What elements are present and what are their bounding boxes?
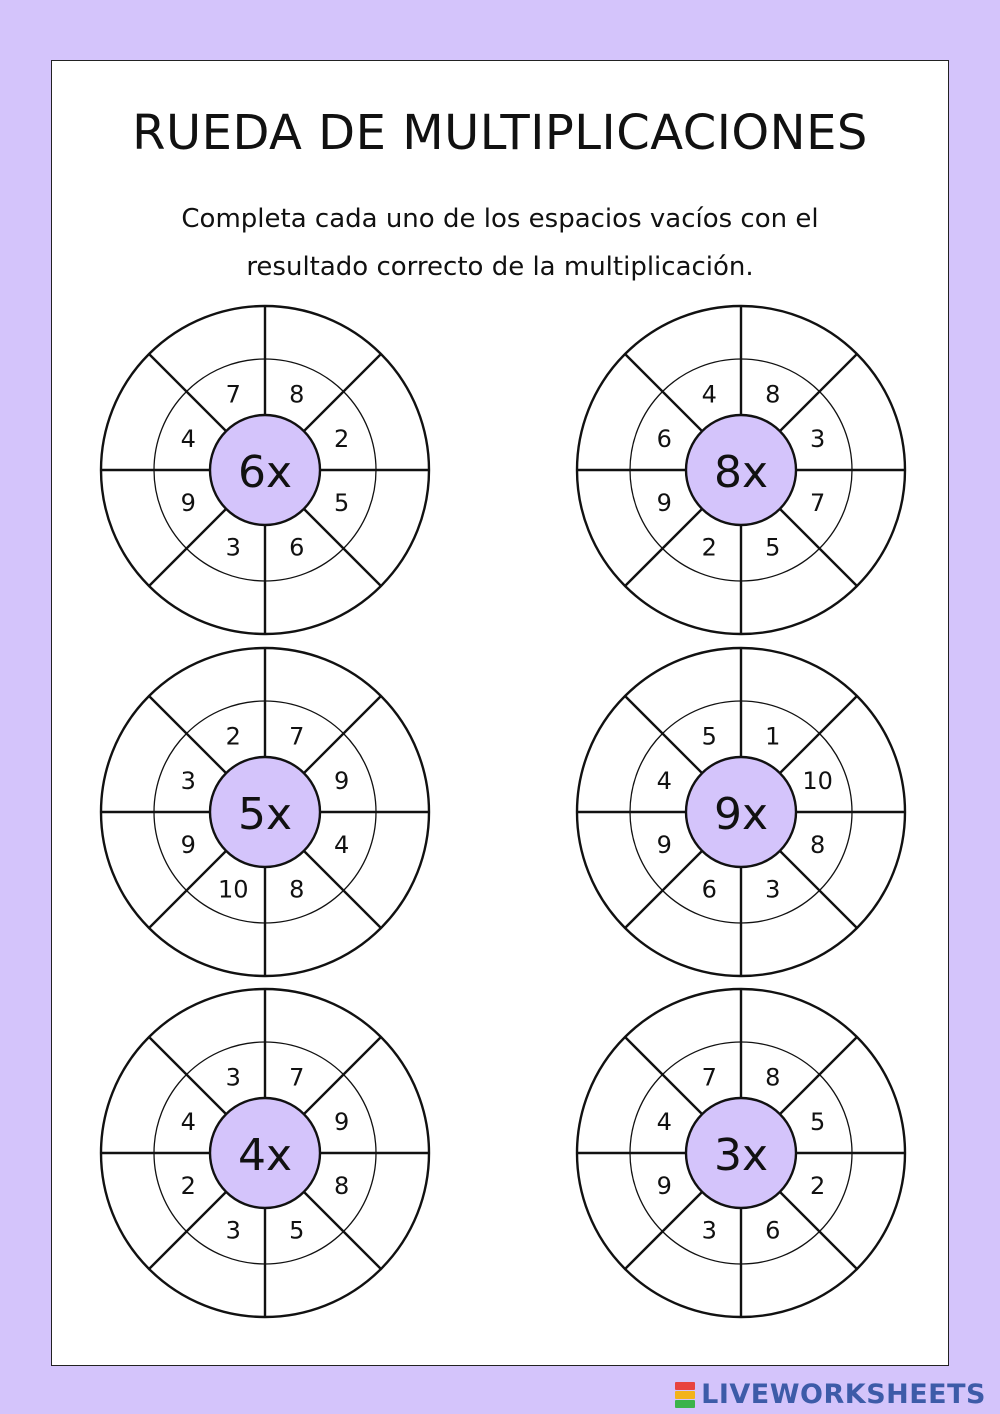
wheel-number: 3 — [225, 1063, 241, 1092]
wheel-number: 7 — [225, 380, 241, 409]
answer-slot[interactable] — [374, 399, 410, 435]
wheel-number: 8 — [810, 830, 826, 859]
wheel-number: 3 — [701, 1216, 717, 1245]
liveworksheets-logo-icon — [675, 1382, 695, 1408]
wheel-number: 4 — [656, 1108, 672, 1137]
answer-slot[interactable] — [194, 325, 230, 361]
answer-slot[interactable] — [596, 1082, 632, 1118]
multiplication-wheel — [577, 989, 905, 1317]
wheel-number: 5 — [334, 488, 350, 517]
wheel-number: 3 — [225, 1216, 241, 1245]
answer-slot[interactable] — [374, 847, 410, 883]
answer-slot[interactable] — [194, 579, 230, 615]
wheel-number: 9 — [334, 1108, 350, 1137]
answer-slot[interactable] — [194, 1262, 230, 1298]
multiplication-wheel — [101, 648, 429, 976]
wheel-number: 6 — [656, 425, 672, 454]
wheel-number: 1 — [765, 722, 781, 751]
wheel-number: 5 — [810, 1108, 826, 1137]
answer-slot[interactable] — [850, 1082, 886, 1118]
wheel-number: 6 — [701, 875, 717, 904]
wheel-number: 6 — [289, 533, 305, 562]
answer-slot[interactable] — [194, 667, 230, 703]
answer-slot[interactable] — [300, 667, 336, 703]
answer-slot[interactable] — [300, 921, 336, 957]
wheel-multiplier: 8x — [713, 447, 769, 498]
multiplication-wheel — [577, 648, 905, 976]
answer-slot[interactable] — [776, 579, 812, 615]
wheel-number: 4 — [701, 380, 717, 409]
wheel-number: 3 — [180, 767, 196, 796]
wheel-number: 4 — [180, 425, 196, 454]
answer-slot[interactable] — [776, 1008, 812, 1044]
wheel-number: 9 — [656, 488, 672, 517]
answer-slot[interactable] — [374, 1188, 410, 1224]
wheel-number: 8 — [765, 1063, 781, 1092]
wheel-number: 8 — [765, 380, 781, 409]
wheel-number: 3 — [765, 875, 781, 904]
wheel-number: 4 — [334, 830, 350, 859]
wheel-number: 9 — [180, 488, 196, 517]
answer-slot[interactable] — [850, 1188, 886, 1224]
answer-slot[interactable] — [670, 325, 706, 361]
wheel-number: 7 — [289, 722, 305, 751]
multiplication-wheel — [101, 306, 429, 634]
instructions-line-1: Completa cada uno de los espacios vacíos con el — [181, 204, 819, 234]
wheel-number: 5 — [765, 533, 781, 562]
answer-slot[interactable] — [596, 741, 632, 777]
wheel-number: 5 — [701, 722, 717, 751]
wheel-number: 2 — [701, 533, 717, 562]
brand-name: LIVEWORKSHEETS — [701, 1379, 986, 1410]
liveworksheets-brand — [675, 1379, 986, 1410]
answer-slot[interactable] — [776, 1262, 812, 1298]
wheel-multiplier: 9x — [713, 789, 769, 840]
wheel-number: 9 — [656, 830, 672, 859]
answer-slot[interactable] — [120, 1082, 156, 1118]
multiplication-wheel — [577, 306, 905, 634]
wheel-number: 7 — [810, 488, 826, 517]
wheel-number: 5 — [289, 1216, 305, 1245]
wheel-multiplier: 6x — [237, 447, 293, 498]
answer-slot[interactable] — [120, 741, 156, 777]
wheel-number: 3 — [810, 425, 826, 454]
wheel-number: 4 — [180, 1108, 196, 1137]
answer-slot[interactable] — [374, 1082, 410, 1118]
wheel-number: 8 — [289, 380, 305, 409]
answer-slot[interactable] — [374, 741, 410, 777]
wheel-number: 10 — [802, 767, 833, 796]
wheel-number: 8 — [334, 1171, 350, 1200]
answer-slot[interactable] — [596, 847, 632, 883]
wheel-number: 9 — [334, 767, 350, 796]
answer-slot[interactable] — [120, 505, 156, 541]
wheel-number: 3 — [225, 533, 241, 562]
answer-slot[interactable] — [194, 1008, 230, 1044]
wheel-number: 2 — [334, 425, 350, 454]
answer-slot[interactable] — [670, 667, 706, 703]
answer-slot[interactable] — [120, 399, 156, 435]
wheel-multiplier: 4x — [237, 1130, 293, 1181]
answer-slot[interactable] — [300, 1008, 336, 1044]
wheel-number: 2 — [225, 722, 241, 751]
worksheet-title: RUEDA DE MULTIPLICACIONES — [132, 105, 868, 161]
answer-slot[interactable] — [300, 1262, 336, 1298]
wheel-number: 7 — [289, 1063, 305, 1092]
answer-slot[interactable] — [850, 847, 886, 883]
answer-slot[interactable] — [850, 399, 886, 435]
answer-slot[interactable] — [670, 579, 706, 615]
answer-slot[interactable] — [300, 325, 336, 361]
answer-slot[interactable] — [670, 1262, 706, 1298]
multiplication-wheel — [101, 989, 429, 1317]
wheel-number: 8 — [289, 875, 305, 904]
answer-slot[interactable] — [194, 921, 230, 957]
wheel-number: 6 — [765, 1216, 781, 1245]
answer-slot[interactable] — [850, 505, 886, 541]
answer-slot[interactable] — [670, 1008, 706, 1044]
wheel-number: 2 — [810, 1171, 826, 1200]
wheel-multiplier: 3x — [713, 1130, 769, 1181]
answer-slot[interactable] — [374, 505, 410, 541]
wheel-multiplier: 5x — [237, 789, 293, 840]
answer-slot[interactable] — [850, 741, 886, 777]
wheel-number: 7 — [701, 1063, 717, 1092]
answer-slot[interactable] — [596, 505, 632, 541]
answer-slot[interactable] — [120, 1188, 156, 1224]
answer-slot[interactable] — [776, 921, 812, 957]
answer-slot[interactable] — [670, 921, 706, 957]
answer-slot[interactable] — [596, 399, 632, 435]
instructions-line-2: resultado correcto de la multiplicación. — [246, 252, 754, 282]
wheel-number: 10 — [217, 875, 249, 904]
wheel-number: 4 — [656, 767, 672, 796]
wheel-number: 2 — [180, 1171, 196, 1200]
wheel-number: 9 — [180, 830, 196, 859]
answer-slot[interactable] — [596, 1188, 632, 1224]
answer-slot[interactable] — [776, 325, 812, 361]
wheel-number: 9 — [656, 1171, 672, 1200]
answer-slot[interactable] — [120, 847, 156, 883]
answer-slot[interactable] — [776, 667, 812, 703]
answer-slot[interactable] — [300, 579, 336, 615]
